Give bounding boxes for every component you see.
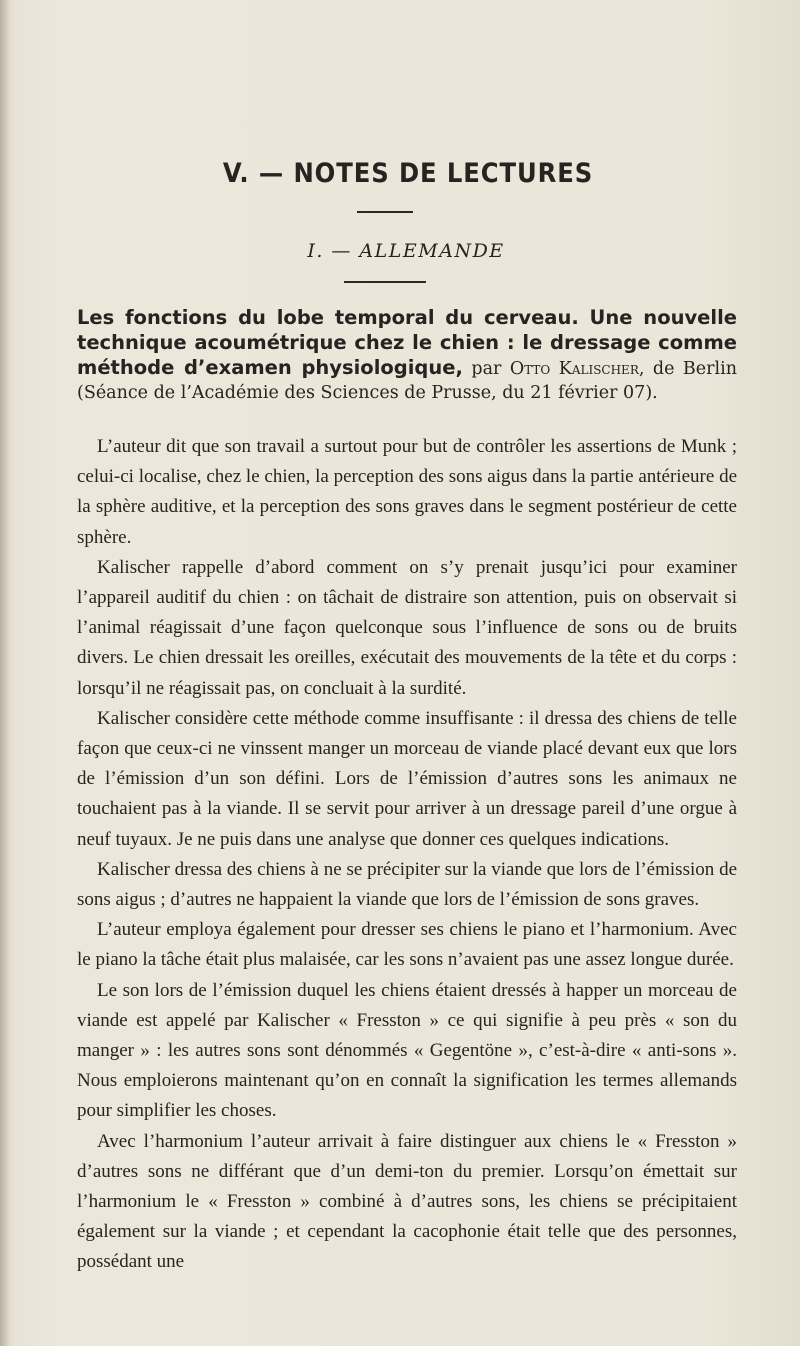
paragraph: L’auteur employa également pour dresser ses chiens le piano et l’harmonium. Avec le piano la tâche était plus malaisée, car les sons n’avaient pas une assez longue durée.: [77, 919, 737, 971]
paragraph: Kalischer rappelle d’abord comment on s’y prenait jusqu’ici pour examiner l’appareil auditif du chien : on tâchait de distraire son attention, puis on observait si l’animal réagissait d’une façon quelconque sous l’influence de sons ou de bruits divers. Le chien dressait les oreilles, exécutait des mouvements de la tête et du corps : lorsqu’il ne réagissait pas, on concluait à la surdité.: [77, 556, 737, 699]
article-body: [77, 432, 737, 1278]
subsection-title: I. — ALLEMANDE: [307, 240, 505, 262]
section-title: V. — NOTES DE LECTURES: [222, 158, 594, 189]
article-title: Les fonctions du lobe temporal du cerveau. Une nouvelle technique acoumétrique chez le chien : le dressage comme méthode d’examen physiologique,: [77, 306, 737, 379]
paragraph: Le son lors de l’émission duquel les chiens étaient dressés à happer un morceau de viande est appelé par Kalischer « Fresston » ce qui signifie à peu près « son du manger » : les autres sons sont dénommés « Gegentöne », c’est-à-dire « anti-sons ». Nous emploierons maintenant qu’on en connaît la signification les termes allemands pour simplifier les choses.: [77, 979, 737, 1122]
article-heading: [77, 306, 737, 405]
subsection-divider: [344, 281, 426, 283]
paragraph: Kalischer considère cette méthode comme insuffisante : il dressa des chiens de telle façon que ceux-ci ne vinssent manger un morceau de viande placé devant eux que lors de l’émission d’un son défini. Lors de l’émission d’autres sons les animaux ne touchaient pas à la viande. Il se servit pour arriver à un dressage pareil d’une orgue à neuf tuyaux. Je ne puis dans une analyse que donner ces quelques indications.: [77, 707, 737, 850]
paragraph: Kalischer dressa des chiens à ne se précipiter sur la viande que lors de l’émission de sons aigus ; d’autres ne happaient la viande que lors de l’émission de sons graves.: [77, 858, 737, 911]
paragraph: Avec l’harmonium l’auteur arrivait à faire distinguer aux chiens le « Fresston » d’autres sons ne différant que d’un demi-ton du premier. Lorsqu’on émettait sur l’harmonium le « Fresston » combiné à d’autres sons, les chiens se précipitaient également sur la viande ; et cependant la cacophonie était telle que des personnes, possédant une: [77, 1130, 737, 1273]
article-source: , de Berlin (Séance de l’Académie des Sciences de Prusse, du 21 février 07).: [77, 359, 737, 403]
page-binding-shadow: [0, 0, 10, 1346]
byline-prefix: par: [471, 359, 502, 379]
article-author: Otto Kalischer: [509, 359, 639, 379]
title-divider: [357, 211, 413, 213]
paragraph: L’auteur dit que son travail a surtout pour but de contrôler les assertions de Munk ; celui-ci localise, chez le chien, la perception des sons aigus dans la partie antérieure de la sphère auditive, et la perception des sons graves dans le segment postérieur de cette sphère.: [77, 436, 737, 548]
